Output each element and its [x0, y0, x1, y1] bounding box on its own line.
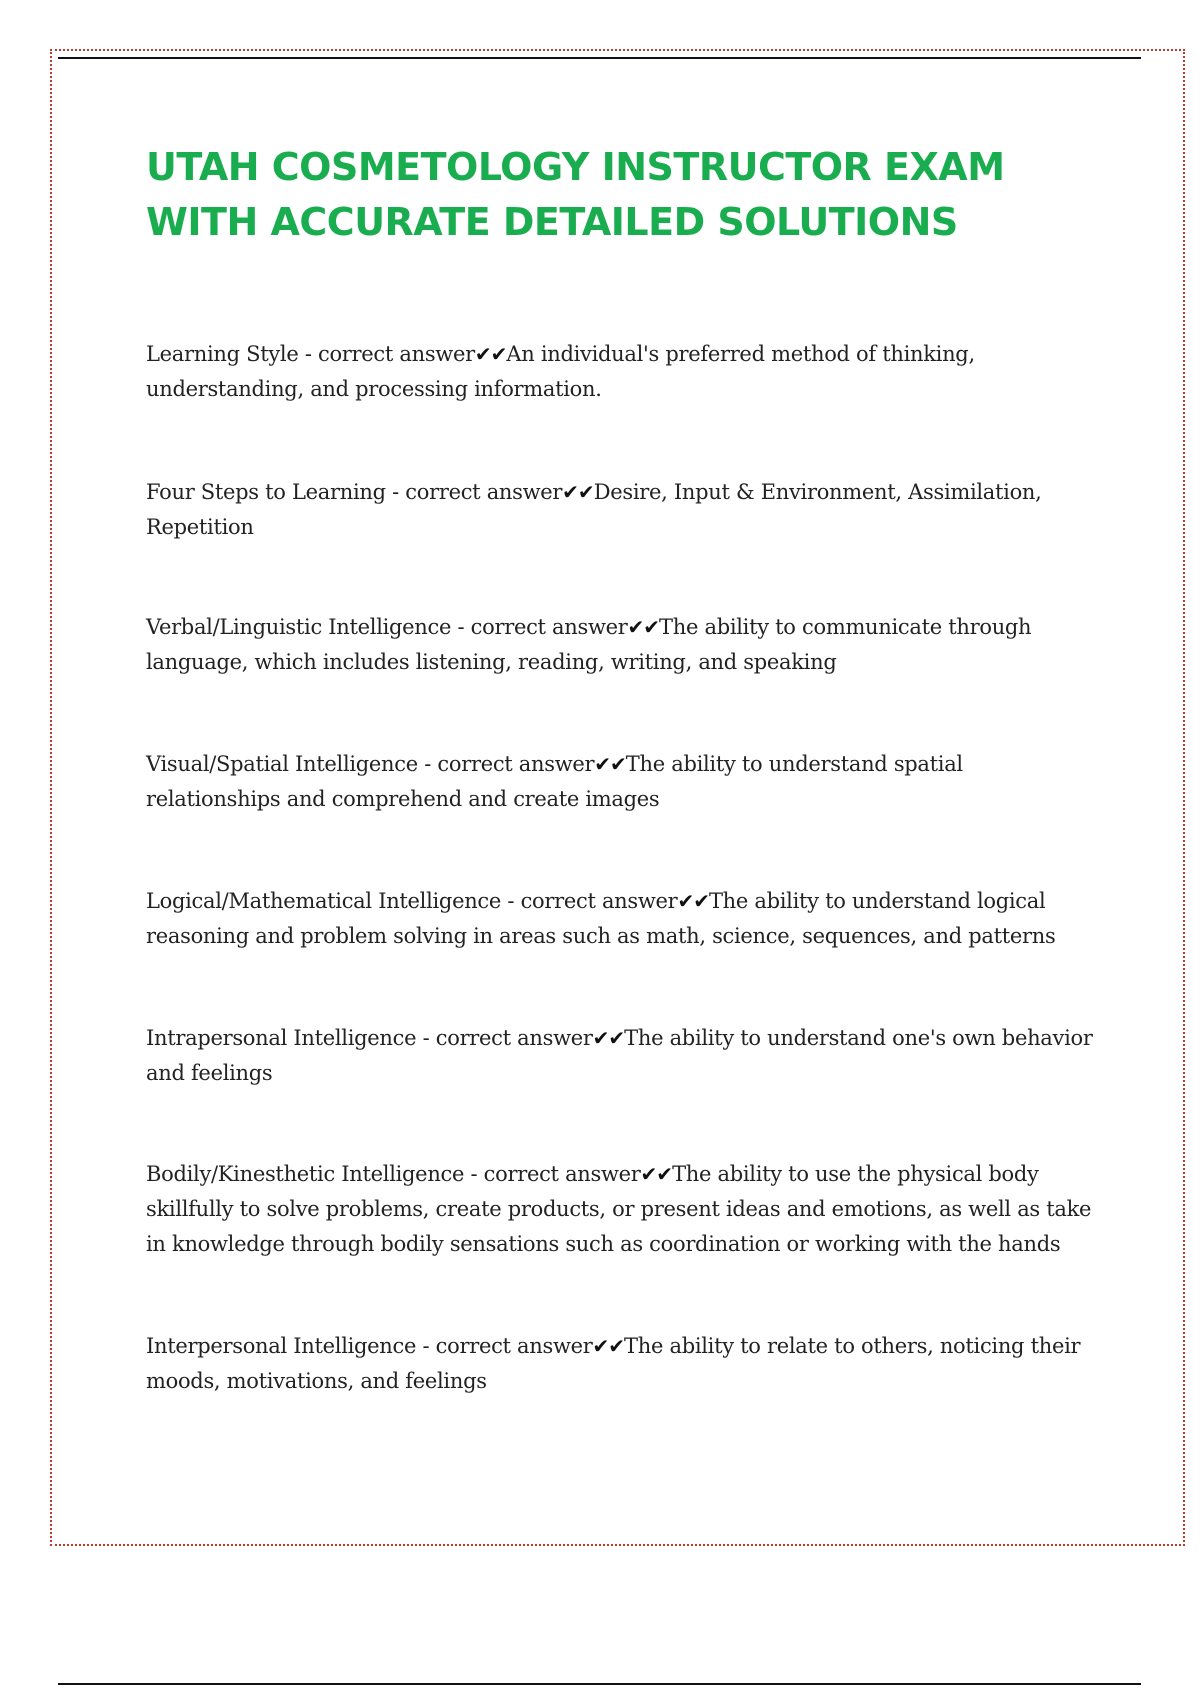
answer-separator: - correct answer [417, 752, 595, 776]
qa-item [146, 1157, 1096, 1262]
double-check-icon: ✔✔ [592, 1334, 625, 1358]
qa-item [146, 747, 1096, 817]
answer-separator: - correct answer [451, 615, 628, 639]
top-rule [58, 57, 1141, 59]
double-check-icon: ✔✔ [640, 1162, 673, 1186]
bottom-rule [58, 1683, 1141, 1685]
qa-answer: The ability to understand spatial relationships and comprehend and create images [146, 752, 963, 811]
answer-separator: - correct answer [501, 889, 678, 913]
qa-item [146, 337, 1096, 407]
qa-answer: The ability to understand one's own behavior and feelings [146, 1026, 1093, 1085]
qa-term: Verbal/Linguistic Intelligence [146, 615, 452, 639]
answer-separator: - correct answer [298, 342, 475, 366]
qa-term: Interpersonal Intelligence [146, 1334, 417, 1358]
qa-answer: The ability to understand logical reasoning and problem solving in areas such as math, science, sequences, and patterns [146, 889, 1056, 948]
qa-item [146, 1329, 1096, 1399]
qa-answer: The ability to use the physical body skillfully to solve problems, create products, or present ideas and emotions, as well as take in knowledge through bodily sensations such as coordination or working with the hands [146, 1162, 1092, 1256]
qa-item [146, 884, 1096, 954]
qa-answer: The ability to communicate through language, which includes listening, reading, writing, and speaking [146, 615, 1032, 674]
qa-answer: An individual's preferred method of thinking, understanding, and processing information. [146, 342, 975, 401]
qa-item [146, 1021, 1096, 1091]
answer-separator: - correct answer [464, 1162, 641, 1186]
double-check-icon: ✔✔ [562, 480, 594, 504]
qa-item [146, 475, 1096, 545]
qa-answer: Desire, Input & Environment, Assimilation, Repetition [146, 480, 1042, 539]
document-title-line1: UTAH COSMETOLOGY INSTRUCTOR EXAM [146, 145, 1005, 189]
double-check-icon: ✔✔ [474, 342, 507, 366]
qa-item [146, 610, 1096, 680]
answer-separator: - correct answer [416, 1334, 593, 1358]
qa-term: Bodily/Kinesthetic Intelligence [146, 1162, 465, 1186]
document-title [146, 140, 1106, 250]
double-check-icon: ✔✔ [677, 889, 709, 913]
qa-term: Visual/Spatial Intelligence [146, 752, 418, 776]
qa-term: Learning Style [146, 342, 299, 366]
qa-term: Four Steps to Learning [146, 480, 386, 504]
qa-term: Intrapersonal Intelligence [146, 1026, 417, 1050]
answer-separator: - correct answer [385, 480, 563, 504]
double-check-icon: ✔✔ [592, 1026, 625, 1050]
double-check-icon: ✔✔ [627, 615, 660, 639]
document-title-line2: WITH ACCURATE DETAILED SOLUTIONS [146, 200, 958, 244]
double-check-icon: ✔✔ [594, 752, 626, 776]
qa-answer: The ability to relate to others, noticing their moods, motivations, and feelings [146, 1334, 1081, 1393]
answer-separator: - correct answer [416, 1026, 593, 1050]
qa-term: Logical/Mathematical Intelligence [146, 889, 502, 913]
